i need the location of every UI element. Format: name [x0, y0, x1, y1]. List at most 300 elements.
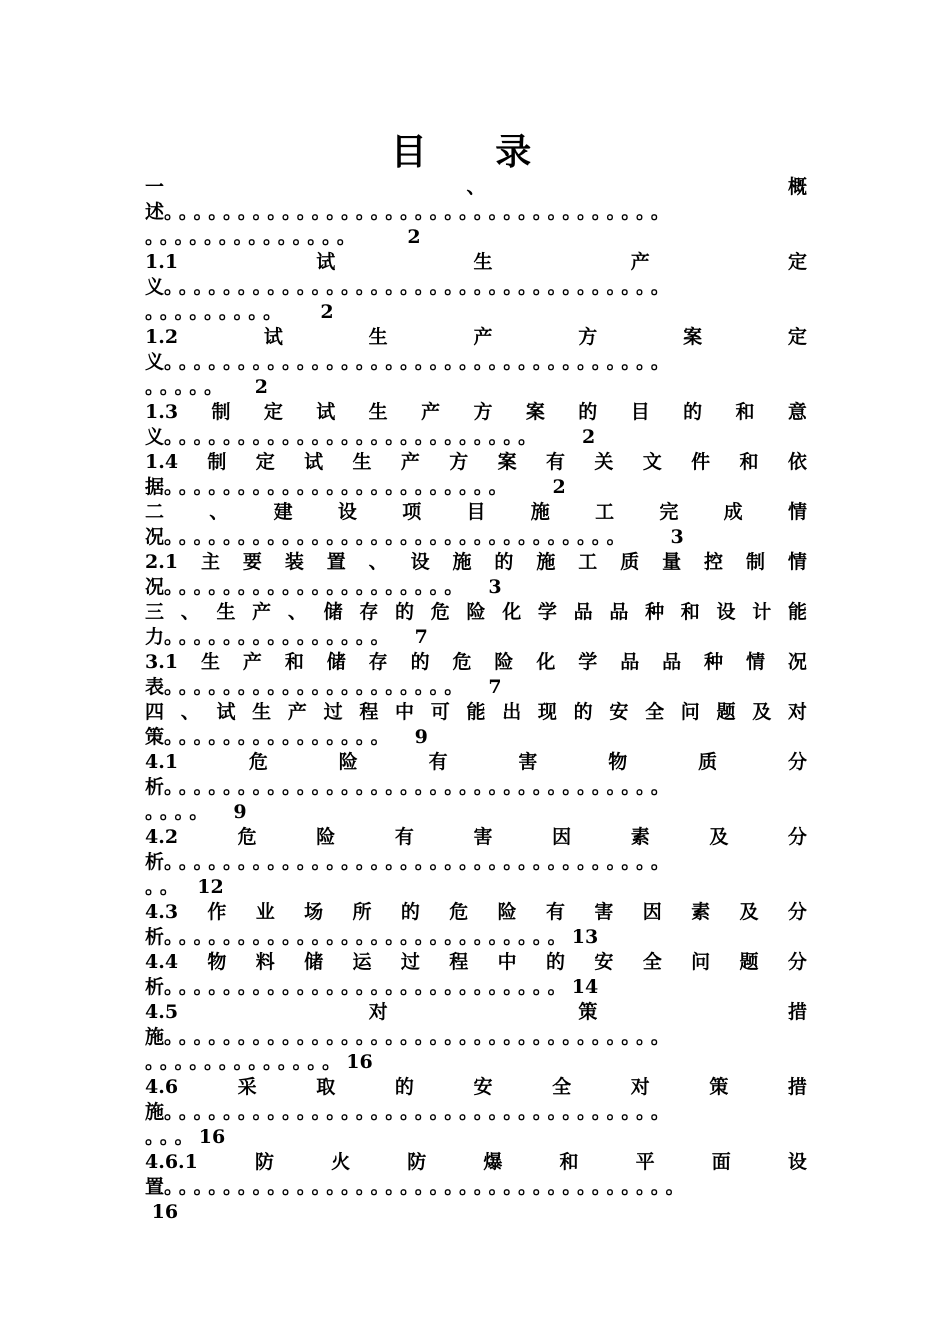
toc-heading-word: 案 [497, 451, 517, 473]
page-number: 14 [571, 976, 599, 998]
toc-entry-1-1[interactable] [145, 250, 807, 325]
toc-heading-word: 可 [430, 701, 450, 723]
toc-heading-word: 及 [739, 901, 759, 923]
toc-heading-word: 定 [787, 251, 807, 273]
toc-heading-word: 设 [337, 501, 357, 523]
toc-heading-tail: 析 [145, 926, 165, 948]
toc-heading-word: 防 [407, 1151, 427, 1173]
toc-entry-2[interactable] [145, 500, 807, 550]
toc-leader-line [145, 275, 807, 300]
toc-heading-word: 过 [400, 951, 420, 973]
toc-heading-word: 和 [735, 401, 755, 423]
toc-heading-word: 品 [662, 651, 682, 673]
toc-heading-word: 2.1 [145, 551, 179, 573]
toc-heading-tail: 力 [145, 626, 165, 648]
toc-heading-word: 建 [273, 501, 293, 523]
toc-heading-word: 目 [630, 401, 650, 423]
toc-heading-word: 全 [645, 701, 665, 723]
leader-dots: 。。。。。。。。。。。。。。。。。。。。。。。 [164, 476, 513, 498]
toc-heading-word: 的 [394, 1076, 414, 1098]
toc-heading-word: 险 [497, 901, 517, 923]
leader-dots: 。。。。。。。。。。。。。。。。。。。。。。。。。。。。。。。。。。 [164, 1026, 676, 1048]
leader-dots: 。。。。。。。。。。。。。。。。。。。。。。。。。。。 [164, 976, 572, 998]
toc-heading-word: 物 [608, 751, 628, 773]
toc-heading-word: 意 [787, 401, 807, 423]
toc-heading-word: 采 [237, 1076, 257, 1098]
leader-dots: 。。。。。。。。。。。。。。。。。。。。。。。。。 [164, 426, 543, 448]
toc-heading-word: 、 [209, 501, 229, 523]
toc-heading-word: 、 [466, 176, 486, 198]
toc-heading-word: 程 [449, 951, 469, 973]
toc-heading-word: 问 [691, 951, 711, 973]
toc-heading-tail: 况 [145, 576, 165, 598]
toc-heading-word: 设 [410, 551, 430, 573]
toc-entry-4-6-1[interactable] [145, 1150, 807, 1225]
toc-heading-word: 所 [352, 901, 372, 923]
toc-heading-word: 项 [402, 501, 422, 523]
toc-heading-word: 试 [316, 251, 336, 273]
toc-heading-word: 、 [180, 701, 200, 723]
toc-heading-word: 装 [284, 551, 304, 573]
page-number: 9 [233, 801, 247, 823]
toc-heading-word: 危 [248, 751, 268, 773]
toc-heading-word: 依 [787, 451, 807, 473]
page-number: 7 [414, 626, 428, 648]
toc-heading-word: 的 [546, 951, 566, 973]
toc-heading-word: 案 [683, 326, 703, 348]
leader-dots: 。。。。。 [145, 376, 229, 398]
leader-dots: 。。。。。。。。。。。。。。。 [164, 626, 395, 648]
toc-leader-line [145, 675, 807, 700]
toc-heading-word: 过 [323, 701, 343, 723]
toc-page-line [145, 800, 807, 825]
leader-dots: 。。。。。。。。。。。。。。。。。。。。。。。。。。。。。。。。。。 [164, 276, 676, 298]
toc-heading-word: 的 [578, 401, 598, 423]
toc-heading-word: 因 [642, 901, 662, 923]
toc-heading-word: 生 [368, 326, 388, 348]
leader-dots: 。。。。。。。。。。。。。 [145, 1051, 347, 1073]
page-number: 2 [552, 476, 566, 498]
toc-heading-tail: 义 [145, 351, 165, 373]
toc-entry-3-1[interactable] [145, 650, 807, 700]
toc-heading-word: 施 [536, 551, 556, 573]
toc-heading-word: 生 [368, 401, 388, 423]
toc-heading-word: 置 [326, 551, 346, 573]
toc-heading-word: 情 [787, 501, 807, 523]
toc-page-line [145, 1200, 807, 1225]
toc-heading-word: 学 [578, 651, 598, 673]
page-number: 2 [407, 226, 421, 248]
toc-heading-word: 题 [716, 701, 736, 723]
toc-page-line [145, 1050, 807, 1075]
toc-heading-word: 能 [787, 601, 807, 623]
toc-heading-word: 存 [368, 651, 388, 673]
page-number: 3 [670, 526, 684, 548]
toc-heading-word: 生 [473, 251, 493, 273]
toc-heading-word: 产 [421, 401, 441, 423]
toc-heading-word: 危 [237, 826, 257, 848]
toc-heading-word: 策 [709, 1076, 729, 1098]
toc-entry-2-1[interactable] [145, 550, 807, 600]
toc-heading-word: 试 [304, 451, 324, 473]
toc-leader-line [145, 725, 807, 750]
toc-heading-word: 概 [787, 176, 807, 198]
toc-heading-word: 险 [338, 751, 358, 773]
toc-heading-word: 4.3 [145, 901, 179, 923]
toc-heading-word: 4.5 [145, 1001, 179, 1023]
toc-heading-word: 、 [368, 551, 388, 573]
toc-page-line [145, 1125, 807, 1150]
toc-heading-word: 方 [473, 401, 493, 423]
toc-page-line [145, 375, 807, 400]
leader-dots: 。。。。。。。。。。。。。。。。。。。。。。。。。。。。。。。。。。。 [164, 1176, 690, 1198]
toc-page-line [145, 225, 807, 250]
toc-heading-word: 定 [263, 401, 283, 423]
toc-heading-word: 题 [739, 951, 759, 973]
toc-heading-word: 情 [787, 551, 807, 573]
toc-heading-word: 出 [502, 701, 522, 723]
toc-heading-word: 二 [145, 501, 165, 523]
toc-heading-word: 品 [620, 651, 640, 673]
toc-heading-word: 取 [316, 1076, 336, 1098]
leader-dots: 。。 [145, 876, 185, 898]
leader-dots: 。。。。。。。。。。。。。。。。。。。。 [164, 676, 469, 698]
toc-heading-line [145, 1075, 807, 1100]
toc-heading-word: 储 [326, 651, 346, 673]
toc-heading-word: 生 [200, 651, 220, 673]
toc-heading-tail: 施 [145, 1101, 165, 1123]
toc-entry-4-6[interactable] [145, 1075, 807, 1150]
toc-heading-word: 4.4 [145, 951, 179, 973]
toc-page-line [145, 300, 807, 325]
toc-heading-word: 四 [145, 701, 165, 723]
toc-heading-word: 对 [787, 701, 807, 723]
toc-heading-word: 1.3 [145, 401, 179, 423]
toc-heading-word: 产 [400, 451, 420, 473]
toc-heading-word: 运 [352, 951, 372, 973]
toc-heading-word: 产 [630, 251, 650, 273]
toc-heading-word: 的 [573, 701, 593, 723]
toc-leader-line [145, 1175, 807, 1200]
toc-leader-line [145, 350, 807, 375]
toc-heading-word: 设 [787, 1151, 807, 1173]
toc-heading-word: 制 [211, 401, 231, 423]
toc-heading-line [145, 175, 807, 200]
toc-heading-word: 面 [711, 1151, 731, 1173]
toc-heading-word: 对 [368, 1001, 388, 1023]
toc-heading-word: 料 [255, 951, 275, 973]
page-number: 7 [488, 676, 502, 698]
toc-heading-word: 产 [242, 651, 262, 673]
toc-leader-line [145, 575, 807, 600]
page-number: 16 [346, 1051, 373, 1073]
toc-heading-word: 设 [716, 601, 736, 623]
leader-dots: 。。。。 [145, 801, 214, 823]
toc-heading-tail: 施 [145, 1026, 165, 1048]
toc-heading-word: 主 [200, 551, 220, 573]
toc-heading-tail: 据 [145, 476, 165, 498]
leader-dots: 。。。。。。。。。。。。。。。 [164, 726, 395, 748]
toc-heading-tail: 析 [145, 851, 165, 873]
toc-heading-word: 1.2 [145, 326, 179, 348]
toc-leader-line [145, 625, 807, 650]
toc-heading-word: 案 [525, 401, 545, 423]
toc-heading-word: 火 [331, 1151, 351, 1173]
toc-heading-line [145, 825, 807, 850]
toc-heading-word: 防 [255, 1151, 275, 1173]
toc-heading-word: 素 [630, 826, 650, 848]
toc-heading-word: 化 [502, 601, 522, 623]
toc-entry-1-3[interactable] [145, 400, 807, 450]
toc-heading-word: 和 [284, 651, 304, 673]
toc-entry-4-1[interactable] [145, 750, 807, 825]
toc-heading-line [145, 700, 807, 725]
leader-dots: 。。。。。。。。。。。。。。。。。。。。。。。。。。。。。。。。。。 [164, 201, 676, 223]
toc-heading-word: 工 [595, 501, 615, 523]
toc-entry-1-4[interactable] [145, 450, 807, 500]
toc-heading-word: 种 [645, 601, 665, 623]
toc-heading-word: 害 [594, 901, 614, 923]
toc-leader-line [145, 525, 807, 550]
toc-heading-word: 危 [452, 651, 472, 673]
toc-heading-word: 现 [537, 701, 557, 723]
toc-heading-word: 问 [680, 701, 700, 723]
page-number: 3 [488, 576, 502, 598]
toc-heading-word: 措 [787, 1076, 807, 1098]
toc-heading-line [145, 1000, 807, 1025]
toc-heading-word: 和 [680, 601, 700, 623]
toc-heading-word: 、 [287, 601, 307, 623]
table-of-contents [145, 175, 807, 1225]
toc-entry-4-4[interactable] [145, 950, 807, 1000]
toc-heading-word: 的 [395, 601, 415, 623]
toc-heading-word: 素 [691, 901, 711, 923]
toc-entry-4-3[interactable] [145, 900, 807, 950]
toc-heading-word: 关 [594, 451, 614, 473]
toc-leader-line [145, 425, 807, 450]
toc-heading-word: 程 [359, 701, 379, 723]
toc-heading-word: 爆 [483, 1151, 503, 1173]
toc-heading-line [145, 550, 807, 575]
toc-leader-line [145, 1100, 807, 1125]
toc-leader-line [145, 850, 807, 875]
toc-heading-word: 定 [787, 326, 807, 348]
toc-heading-word: 产 [287, 701, 307, 723]
toc-leader-line [145, 200, 807, 225]
toc-heading-word: 安 [594, 951, 614, 973]
toc-heading-word: 险 [494, 651, 514, 673]
toc-heading-word: 质 [698, 751, 718, 773]
toc-heading-tail: 述 [145, 201, 165, 223]
toc-heading-line [145, 500, 807, 525]
toc-heading-word: 安 [473, 1076, 493, 1098]
toc-heading-word: 要 [242, 551, 262, 573]
page-number: 12 [197, 876, 224, 898]
toc-heading-word: 和 [739, 451, 759, 473]
toc-heading-word: 4.1 [145, 751, 179, 773]
toc-heading-line [145, 250, 807, 275]
toc-leader-line [145, 925, 807, 950]
page-number: 13 [571, 926, 599, 948]
leader-dots: 。。。。。。。。。。。。。。。。。。。。 [164, 576, 469, 598]
toc-heading-word: 量 [662, 551, 682, 573]
toc-leader-line [145, 775, 807, 800]
toc-heading-word: 业 [255, 901, 275, 923]
toc-heading-word: 定 [255, 451, 275, 473]
toc-heading-word: 的 [683, 401, 703, 423]
page-number: 9 [414, 726, 428, 748]
toc-heading-word: 及 [752, 701, 772, 723]
toc-heading-word: 险 [466, 601, 486, 623]
toc-heading-word: 中 [497, 951, 517, 973]
toc-heading-word: 制 [207, 451, 227, 473]
toc-heading-word: 控 [704, 551, 724, 573]
toc-heading-word: 储 [323, 601, 343, 623]
toc-heading-word: 的 [494, 551, 514, 573]
toc-heading-word: 学 [537, 601, 557, 623]
toc-heading-word: 三 [145, 601, 165, 623]
toc-heading-word: 全 [552, 1076, 572, 1098]
page-number: 2 [320, 301, 334, 323]
toc-heading-word: 4.6 [145, 1076, 179, 1098]
toc-heading-word: 成 [723, 501, 743, 523]
page-number: 16 [151, 1201, 179, 1223]
toc-heading-word: 化 [536, 651, 556, 673]
toc-heading-word: 3.1 [145, 651, 179, 673]
toc-heading-word: 生 [352, 451, 372, 473]
toc-heading-word: 情 [745, 651, 765, 673]
toc-heading-word: 作 [207, 901, 227, 923]
toc-heading-word: 险 [316, 826, 336, 848]
toc-heading-word: 能 [466, 701, 486, 723]
page-number: 16 [198, 1126, 226, 1148]
toc-entry-1[interactable] [145, 175, 807, 250]
toc-heading-word: 有 [546, 901, 566, 923]
toc-heading-word: 储 [304, 951, 324, 973]
toc-heading-line [145, 950, 807, 975]
toc-heading-word: 方 [449, 451, 469, 473]
leader-dots: 。。。 [145, 1126, 199, 1148]
toc-heading-word: 中 [395, 701, 415, 723]
toc-entry-4-2[interactable] [145, 825, 807, 900]
toc-heading-tail: 义 [145, 426, 165, 448]
toc-entry-4[interactable] [145, 700, 807, 750]
toc-heading-word: 平 [635, 1151, 655, 1173]
toc-heading-word: 4.6.1 [145, 1151, 198, 1173]
toc-heading-tail: 策 [145, 726, 165, 748]
page-number: 2 [254, 376, 268, 398]
toc-heading-line [145, 400, 807, 425]
toc-heading-tail: 置 [145, 1176, 165, 1198]
toc-entry-3[interactable] [145, 600, 807, 650]
toc-heading-word: 对 [630, 1076, 650, 1098]
toc-heading-tail: 义 [145, 276, 165, 298]
toc-heading-tail: 析 [145, 776, 165, 798]
toc-heading-word: 生 [216, 601, 236, 623]
toc-heading-tail: 析 [145, 976, 165, 998]
toc-heading-word: 试 [263, 326, 283, 348]
toc-title: 目 录 [390, 131, 560, 173]
toc-heading-line [145, 325, 807, 350]
toc-heading-tail: 表 [145, 676, 165, 698]
toc-heading-word: 及 [709, 826, 729, 848]
toc-heading-word: 策 [578, 1001, 598, 1023]
leader-dots: 。。。。。。。。。。。。。。。。。。。。。。。。。。。。。。。。。。 [164, 776, 676, 798]
toc-heading-word: 措 [787, 1001, 807, 1023]
toc-heading-word: 的 [400, 901, 420, 923]
toc-heading-word: 分 [787, 901, 807, 923]
toc-heading-word: 有 [394, 826, 414, 848]
toc-heading-word: 计 [752, 601, 772, 623]
toc-heading-line [145, 1150, 807, 1175]
toc-heading-word: 产 [252, 601, 272, 623]
toc-heading-word: 方 [578, 326, 598, 348]
toc-heading-word: 场 [304, 901, 324, 923]
toc-heading-word: 害 [473, 826, 493, 848]
toc-heading-line [145, 600, 807, 625]
toc-heading-word: 产 [473, 326, 493, 348]
toc-heading-word: 文 [642, 451, 662, 473]
page-number: 2 [581, 426, 596, 448]
toc-heading-word: 试 [216, 701, 236, 723]
toc-heading-word: 试 [316, 401, 336, 423]
toc-heading-word: 施 [530, 501, 550, 523]
leader-dots: 。。。。。。。。。。。。。。 [145, 226, 362, 248]
toc-heading-word: 况 [787, 651, 807, 673]
toc-heading-word: 因 [552, 826, 572, 848]
toc-page-line [145, 875, 807, 900]
leader-dots: 。。。。。。。。。。。。。。。。。。。。。。。。。。。。。。。。。。 [164, 351, 676, 373]
leader-dots: 。。。。。。。。。 [145, 301, 288, 323]
toc-leader-line [145, 975, 807, 1000]
toc-heading-word: 生 [252, 701, 272, 723]
toc-heading-word: 和 [559, 1151, 579, 1173]
toc-heading-word: 品 [573, 601, 593, 623]
toc-heading-word: 1.1 [145, 251, 179, 273]
toc-heading-word: 目 [466, 501, 486, 523]
toc-heading-word: 、 [180, 601, 200, 623]
toc-heading-line [145, 450, 807, 475]
toc-leader-line [145, 1025, 807, 1050]
toc-heading-tail: 况 [145, 526, 165, 548]
toc-entry-1-2[interactable] [145, 325, 807, 400]
toc-heading-word: 工 [578, 551, 598, 573]
toc-heading-word: 质 [620, 551, 640, 573]
toc-heading-word: 的 [410, 651, 430, 673]
toc-heading-word: 安 [609, 701, 629, 723]
toc-heading-word: 4.2 [145, 826, 179, 848]
toc-heading-word: 分 [787, 751, 807, 773]
toc-entry-4-5[interactable] [145, 1000, 807, 1075]
toc-heading-line [145, 750, 807, 775]
toc-heading-word: 品 [609, 601, 629, 623]
toc-heading-word: 害 [518, 751, 538, 773]
toc-heading-word: 危 [449, 901, 469, 923]
toc-heading-word: 分 [787, 826, 807, 848]
toc-heading-word: 施 [452, 551, 472, 573]
toc-heading-word: 有 [428, 751, 448, 773]
toc-heading-word: 件 [691, 451, 711, 473]
toc-heading-word: 存 [359, 601, 379, 623]
leader-dots: 。。。。。。。。。。。。。。。。。。。。。。。。。。。。。。。。。。 [164, 851, 676, 873]
toc-heading-word: 种 [704, 651, 724, 673]
toc-heading-word: 物 [207, 951, 227, 973]
toc-heading-line [145, 650, 807, 675]
leader-dots: 。。。。。。。。。。。。。。。。。。。。。。。。。。。。。。。。。。 [164, 1101, 676, 1123]
leader-dots: 。。。。。。。。。。。。。。。。。。。。。。。。。。。。。。。 [164, 526, 631, 548]
toc-heading-word: 危 [430, 601, 450, 623]
toc-heading-word: 完 [659, 501, 679, 523]
